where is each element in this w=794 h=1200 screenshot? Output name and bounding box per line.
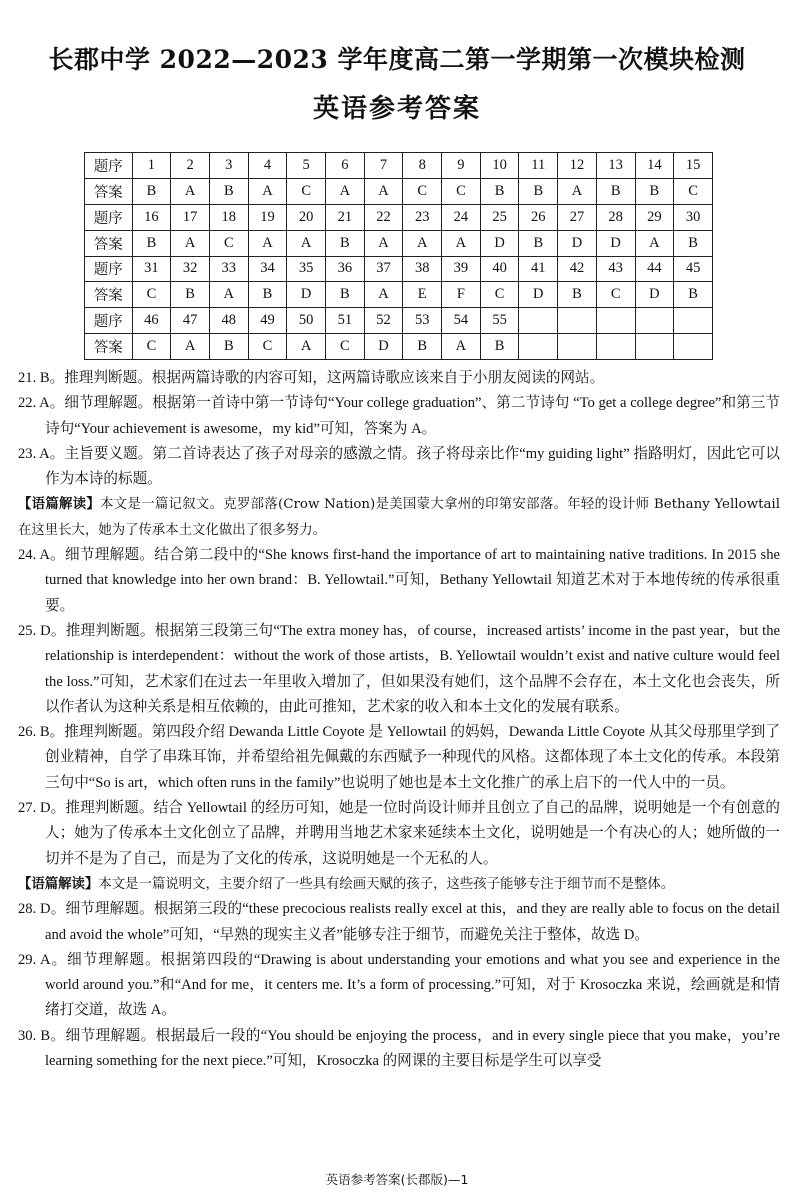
note-text: 本文是一篇说明文，主要介绍了一些具有绘画天赋的孩子，这些孩子能够专注于细节而不是整体。 (98, 876, 675, 892)
table-cell: 14 (635, 153, 674, 179)
answer-explanation: 26. B。推理判断题。第四段介绍 Dewanda Little Coyote 是 Yellowtail 的妈妈，Dewanda Little Coyote 从其父母那里学到了创业精神，自学了串珠耳饰，并希望给祖先佩戴的东西赋予一种现代的风格。这都体现了本土文化的传承。本段第三句中“So is art，which often runs in the family”也说明了她也是本土文化推广的承上启下的一代人中的一员。 (18, 724, 780, 791)
table-cell: B (403, 334, 442, 360)
explanations (18, 366, 780, 1074)
row-label: 答案 (85, 230, 133, 256)
answer-table-row (85, 308, 713, 334)
table-cell (674, 308, 713, 334)
table-cell: 20 (287, 204, 326, 230)
table-cell: 34 (248, 256, 287, 282)
document-title: 长郡中学 2022—2023 学年度高二第一学期第一次模块检测 (48, 45, 746, 74)
answer-table-row (85, 178, 713, 204)
table-cell (558, 308, 597, 334)
table-cell: 22 (364, 204, 403, 230)
row-label: 答案 (85, 178, 133, 204)
table-cell: 19 (248, 204, 287, 230)
answer-table (84, 152, 713, 360)
table-cell: F (442, 282, 481, 308)
table-cell: C (480, 282, 519, 308)
table-cell: 18 (209, 204, 248, 230)
table-cell: 38 (403, 256, 442, 282)
table-cell: D (596, 230, 635, 256)
answer-explanation: 24. A。细节理解题。结合第二段中的“She knows first-hand the importance of art to maintaining native traditions. In 2015 she turned that knowledge into her own brand：B. Yellowtail.”可知，Bethany Yellowtail 知道艺术对于本地传统的传承很重要。 (18, 547, 780, 614)
table-cell: A (248, 178, 287, 204)
table-cell: B (480, 178, 519, 204)
table-cell: 31 (132, 256, 171, 282)
answer-explanation: 23. A。主旨要义题。第二首诗表达了孩子对母亲的感激之情。孩子将母亲比作“my guiding light” 指路明灯，因此它可以作为本诗的标题。 (18, 445, 780, 488)
table-cell: 25 (480, 204, 519, 230)
table-cell: 44 (635, 256, 674, 282)
table-cell: 51 (326, 308, 365, 334)
table-cell: B (480, 334, 519, 360)
table-cell: B (132, 230, 171, 256)
table-cell: A (442, 334, 481, 360)
answer-explanation: 25. D。推理判断题。根据第三段第三句“The extra money has，of course，increased artists’ income in the past year，but the relationship is interdependent：without the work of those artists，B. Yellowtail wouldn’t exist and native culture would feel the loss.”可知，艺术家们在过去一年里收入增加了，但如果没有她们，这个品牌不会存在，本土文化也会丧失，所以作者认为这种关系是相互依赖的，由此可推知，艺术家的收入和本土文化的发展有联系。 (18, 622, 780, 715)
table-cell: C (596, 282, 635, 308)
table-cell: A (364, 230, 403, 256)
table-cell: 4 (248, 153, 287, 179)
table-cell: 47 (171, 308, 210, 334)
table-cell: 50 (287, 308, 326, 334)
row-label: 题序 (85, 153, 133, 179)
passage-note (18, 872, 780, 897)
table-cell (596, 334, 635, 360)
table-cell: 9 (442, 153, 481, 179)
table-cell: 21 (326, 204, 365, 230)
table-cell: A (558, 178, 597, 204)
table-cell: D (480, 230, 519, 256)
table-cell: 8 (403, 153, 442, 179)
table-cell: 17 (171, 204, 210, 230)
table-cell: 28 (596, 204, 635, 230)
table-cell: 37 (364, 256, 403, 282)
row-label: 题序 (85, 204, 133, 230)
table-cell: 42 (558, 256, 597, 282)
table-cell: C (287, 178, 326, 204)
table-cell (674, 334, 713, 360)
table-cell: 3 (209, 153, 248, 179)
table-cell: B (209, 178, 248, 204)
answer-table-row (85, 334, 713, 360)
table-cell: 33 (209, 256, 248, 282)
table-cell: D (364, 334, 403, 360)
table-cell: C (326, 334, 365, 360)
note-label: 【语篇解读】 (18, 497, 101, 513)
row-label: 题序 (85, 308, 133, 334)
table-cell: 49 (248, 308, 287, 334)
answer-table-row (85, 230, 713, 256)
table-cell: A (248, 230, 287, 256)
table-cell: B (132, 178, 171, 204)
row-label: 题序 (85, 256, 133, 282)
table-cell: A (635, 230, 674, 256)
table-cell: B (209, 334, 248, 360)
table-cell: 40 (480, 256, 519, 282)
row-label: 答案 (85, 334, 133, 360)
table-cell (596, 308, 635, 334)
document-subtitle: 英语参考答案 (312, 94, 481, 124)
table-cell: A (209, 282, 248, 308)
table-cell: 27 (558, 204, 597, 230)
answer-explanation: 29. A。细节理解题。根据第四段的“Drawing is about understanding your emotions and what you see and experience in the world around you.”和“And for me，it centers me. It’s a form of processing.”可知，对于 Krosoczka 来说，绘画就是和情绪打交道，故选 A。 (18, 951, 780, 1019)
table-cell: 43 (596, 256, 635, 282)
table-cell: 6 (326, 153, 365, 179)
note-text: 本文是一篇记叙文。克罗部落(Crow Nation)是美国蒙大拿州的印第安部落。年轻的设计师 Bethany Yellowtail 在这里长大，她为了传承本土文化做出了很多努力。 (18, 497, 780, 538)
table-cell: B (519, 178, 558, 204)
table-cell: A (364, 178, 403, 204)
table-cell (519, 334, 558, 360)
answer-explanation: 30. B。细节理解题。根据最后一段的“You should be enjoying the process，and in every single piece that you make，you’re learning something for the next piece.”可知，Krosoczka 的网课的主要目标是学生可以享受 (18, 1027, 780, 1070)
table-cell: 45 (674, 256, 713, 282)
table-cell: D (635, 282, 674, 308)
table-cell: B (326, 282, 365, 308)
note-label: 【语篇解读】 (18, 876, 99, 892)
table-cell: 10 (480, 153, 519, 179)
page-footer: 英语参考答案(长郡版)—1 (325, 1172, 469, 1187)
table-cell: 32 (171, 256, 210, 282)
passage-note (18, 492, 780, 543)
table-cell: 48 (209, 308, 248, 334)
table-cell: A (171, 230, 210, 256)
table-cell: 55 (480, 308, 519, 334)
table-cell: 54 (442, 308, 481, 334)
table-cell: C (442, 178, 481, 204)
table-cell: D (558, 230, 597, 256)
table-cell: A (171, 178, 210, 204)
table-cell: 5 (287, 153, 326, 179)
table-cell: 11 (519, 153, 558, 179)
table-cell: 35 (287, 256, 326, 282)
table-cell: 30 (674, 204, 713, 230)
table-cell: 7 (364, 153, 403, 179)
table-cell: C (132, 334, 171, 360)
table-cell: E (403, 282, 442, 308)
table-cell: A (287, 230, 326, 256)
table-cell: C (403, 178, 442, 204)
table-cell: 39 (442, 256, 481, 282)
table-cell: D (287, 282, 326, 308)
table-cell: A (364, 282, 403, 308)
table-cell: C (248, 334, 287, 360)
table-cell: A (171, 334, 210, 360)
table-cell: C (674, 178, 713, 204)
table-cell: B (596, 178, 635, 204)
table-cell: C (132, 282, 171, 308)
table-cell: 52 (364, 308, 403, 334)
table-cell: 46 (132, 308, 171, 334)
table-cell: 13 (596, 153, 635, 179)
table-cell: C (209, 230, 248, 256)
table-cell: B (171, 282, 210, 308)
table-cell: 26 (519, 204, 558, 230)
table-cell: 29 (635, 204, 674, 230)
table-cell: B (519, 230, 558, 256)
table-cell: B (674, 282, 713, 308)
table-cell: 15 (674, 153, 713, 179)
table-cell: 16 (132, 204, 171, 230)
table-cell: 41 (519, 256, 558, 282)
table-cell: D (519, 282, 558, 308)
answer-table-row (85, 256, 713, 282)
table-cell: A (326, 178, 365, 204)
table-cell: B (635, 178, 674, 204)
answer-explanation: 22. A。细节理解题。根据第一首诗中第一节诗句“Your college graduation”、第二节诗句 “To get a college degree”和第三节诗句“Your achievement is awesome，my kid”可知，答案为 A。 (18, 395, 780, 437)
table-cell (635, 334, 674, 360)
table-cell: 23 (403, 204, 442, 230)
table-cell: 2 (171, 153, 210, 179)
table-cell: 24 (442, 204, 481, 230)
row-label: 答案 (85, 282, 133, 308)
table-cell: 1 (132, 153, 171, 179)
table-cell: 36 (326, 256, 365, 282)
table-cell: A (442, 230, 481, 256)
answer-explanation: 27. D。推理判断题。结合 Yellowtail 的经历可知，她是一位时尚设计师并且创立了自己的品牌，说明她是一个有创意的人；她为了传承本土文化创立了品牌，并聘用当地艺术家来延续本土文化，说明她是一个有决心的人；她所做的一切并不是为了自己，而是为了文化的传承，这说明她是一个无私的人。 (18, 800, 780, 867)
table-cell: A (403, 230, 442, 256)
table-cell: 53 (403, 308, 442, 334)
table-cell: A (287, 334, 326, 360)
answer-table-row (85, 153, 713, 179)
table-cell: 12 (558, 153, 597, 179)
answer-explanation: 28. D。细节理解题。根据第三段的“these precocious realists really excel at this，and they are really able to focus on the detail and avoid the whole”可知，“早熟的现实主义者”能够专注于细节，而避免关注于整体，故选 D。 (18, 901, 780, 943)
table-cell: B (248, 282, 287, 308)
answer-explanation: 21. B。推理判断题。根据两篇诗歌的内容可知，这两篇诗歌应该来自于小朋友阅读的网站。 (18, 370, 605, 386)
table-cell (558, 334, 597, 360)
answer-table-row (85, 282, 713, 308)
table-cell (635, 308, 674, 334)
table-cell (519, 308, 558, 334)
table-cell: B (558, 282, 597, 308)
answer-table-row (85, 204, 713, 230)
table-cell: B (674, 230, 713, 256)
table-cell: B (326, 230, 365, 256)
